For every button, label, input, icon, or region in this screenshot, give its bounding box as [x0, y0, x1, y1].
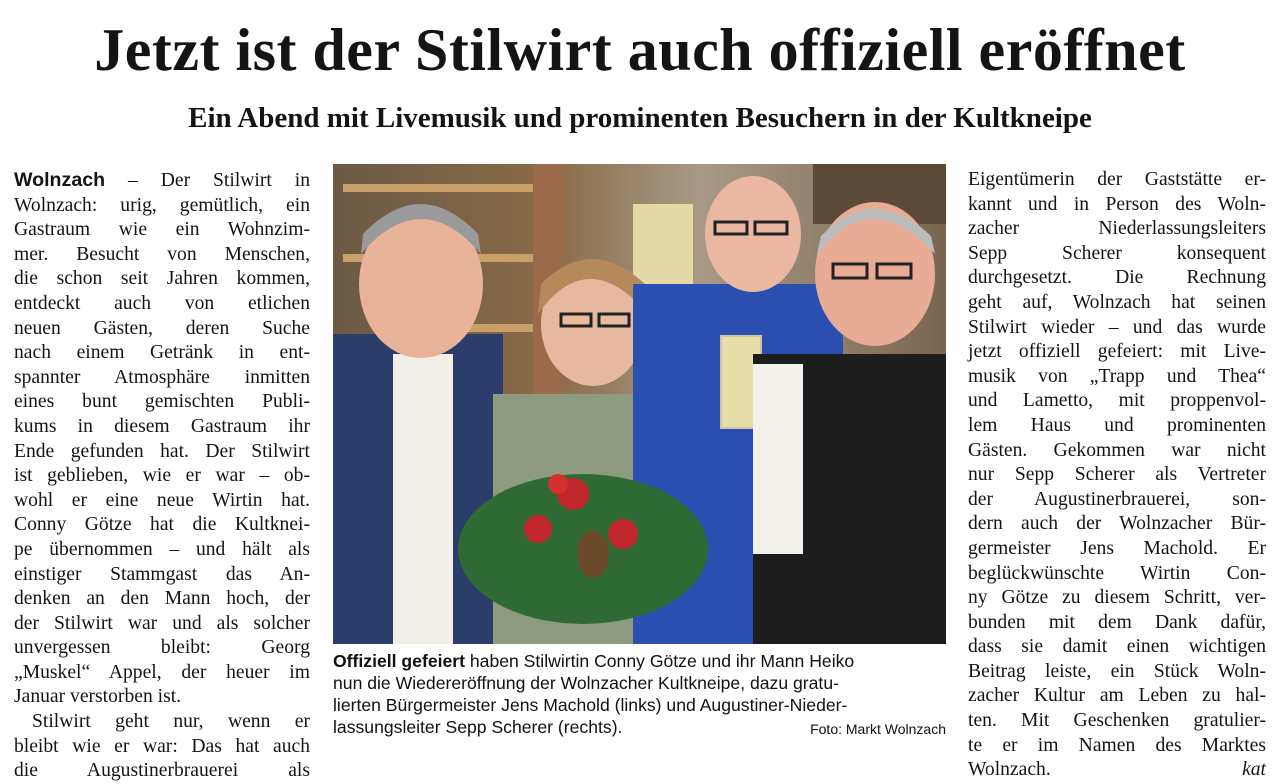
text-line: musik von „Trapp und Thea“ — [968, 365, 1266, 387]
text-line: Ende gefunden hat. Der Stilwirt — [14, 440, 310, 462]
text-line: ist geblieben, wie er war – ob- — [14, 465, 310, 487]
article-paragraph-2 — [14, 710, 310, 784]
caption-text: lierten Bürgermeister Jens Machold (links) und Augustiner-Nieder- — [333, 695, 848, 715]
text-line: neuen Gästen, deren Suche — [14, 317, 310, 339]
text-line: Wolnzach: urig, gemütlich, ein — [14, 194, 310, 216]
photo-credit: Foto: Markt Wolnzach — [810, 721, 946, 737]
text-line: dass sie damit einen wichtigen — [968, 636, 1266, 658]
text-line: kums in diesem Gastraum ihr — [14, 415, 310, 437]
text-line: Sepp Scherer konsequent — [968, 242, 1266, 264]
article-paragraph-3 — [968, 168, 1266, 783]
text-line: Stilwirt wieder – und das wurde — [968, 316, 1266, 338]
article-photo — [333, 164, 946, 644]
photo-illustration — [333, 164, 946, 644]
text-line: die Augustinerbrauerei als — [14, 760, 310, 782]
text-line: entdeckt auch von etlichen — [14, 292, 310, 314]
article-right-column — [968, 168, 1266, 783]
text-line: die schon seit Jahren kommen, — [14, 268, 310, 290]
text-line: dern auch der Wolnzacher Bür- — [968, 513, 1266, 535]
text-line: Conny Götze hat die Kultknei- — [14, 514, 310, 536]
text-line: bunden mit dem Dank dafür, — [968, 611, 1266, 633]
text-line: der Augustinerbrauerei, son- — [968, 488, 1266, 510]
text-line: Gästen. Gekommen war nicht — [968, 439, 1266, 461]
text-line: zacher Niederlassungsleiters — [968, 218, 1266, 240]
headline: Jetzt ist der Stilwirt auch offiziell eröffnet — [94, 17, 1186, 83]
text-line: pe übernommen – und hält als — [14, 538, 310, 560]
text-line: denken an den Mann hoch, der — [14, 588, 310, 610]
text-line: mer. Besucht von Menschen, — [14, 243, 310, 265]
article-paragraph-1 — [14, 168, 310, 710]
text-line: eines bunt gemischten Publi- — [14, 391, 310, 413]
text-line: lem Haus und prominenten — [968, 414, 1266, 436]
text-line: te er im Namen des Marktes — [968, 734, 1266, 756]
text-line: germeister Jens Machold. Er — [968, 537, 1266, 559]
text-line: kannt und in Person des Woln- — [968, 193, 1266, 215]
author-initials: kat — [1242, 759, 1266, 781]
caption-text: lassungsleiter Sepp Scherer (rechts). — [333, 717, 623, 737]
text-line: „Muskel“ Appel, der heuer im — [14, 661, 310, 683]
text-line: ny Götze zu diesem Schritt, ver- — [968, 587, 1266, 609]
text-line: geht auf, Wolnzach hat seinen — [968, 291, 1266, 313]
text-line: spannter Atmosphäre inmitten — [14, 366, 310, 388]
text-line: nur Sepp Scherer als Vertreter — [968, 464, 1266, 486]
photo-caption — [333, 650, 946, 740]
text-line: – Der Stilwirt in — [105, 170, 310, 191]
text-line: unvergessen bleibt: Georg — [14, 637, 310, 659]
text-line: beglückwünschte Wirtin Con- — [968, 562, 1266, 584]
caption-lead: Offiziell gefeiert — [333, 651, 465, 671]
text-line: bleibt wie er war: Das hat auch — [14, 735, 310, 757]
caption-text: haben Stilwirtin Conny Götze und ihr Mann Heiko — [464, 651, 855, 671]
text-line: Januar verstorben ist. — [14, 686, 182, 708]
text-line: zacher Kultur am Leben zu hal- — [968, 685, 1266, 707]
subheadline: Ein Abend mit Livemusik und prominenten Besuchern in der Kultkneipe — [188, 102, 1092, 134]
text-line: Beitrag leiste, ein Stück Woln- — [968, 660, 1266, 682]
text-line: Stilwirt geht nur, wenn er — [32, 711, 310, 733]
text-line: ten. Mit Geschenken gratulier- — [968, 710, 1266, 732]
text-line: der Stilwirt war und als solcher — [14, 612, 310, 634]
text-line: Eigentümerin der Gaststätte er- — [968, 169, 1266, 190]
text-line: Wolnzach. — [968, 759, 1051, 781]
text-line: jetzt offiziell gefeiert: mit Live- — [968, 341, 1266, 363]
text-line: und Lametto, mit proppenvol- — [968, 390, 1266, 412]
text-line: Gastraum wie ein Wohnzim- — [14, 219, 310, 241]
caption-text: nun die Wiedereröffnung der Wolnzacher Kultkneipe, dazu gratu- — [333, 673, 839, 693]
text-line: einstiger Stammgast das An- — [14, 563, 310, 585]
article-left-column — [14, 168, 310, 784]
text-line: nach einem Getränk in ent- — [14, 342, 310, 364]
text-line: durchgesetzt. Die Rechnung — [968, 267, 1266, 289]
dateline: Wolnzach — [14, 169, 106, 191]
text-line: wohl er eine neue Wirtin hat. — [14, 489, 310, 511]
